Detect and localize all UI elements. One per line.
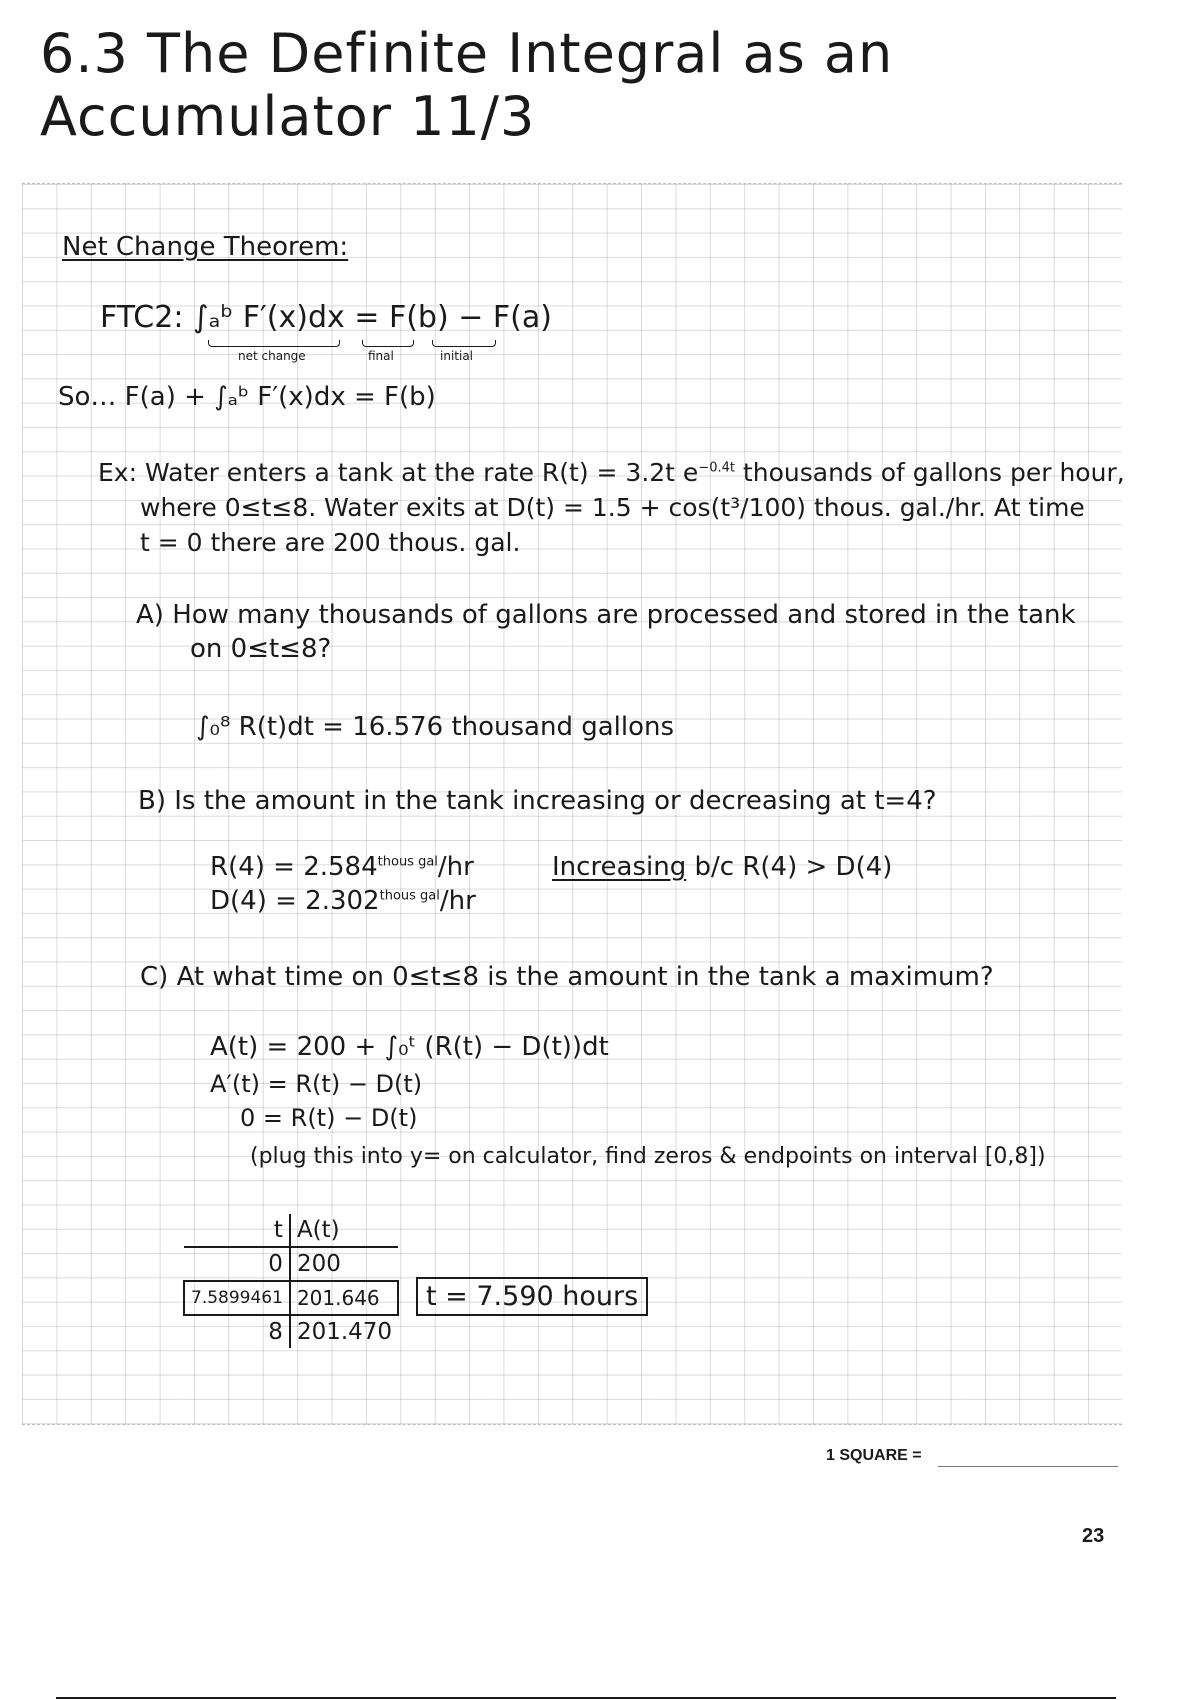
example-exponent: −0.4t xyxy=(698,460,735,476)
values-table xyxy=(183,1214,399,1348)
so-line: So… F(a) + ∫ₐᵇ F′(x)dx = F(b) xyxy=(58,382,436,412)
d-per: /hr xyxy=(439,886,476,916)
increasing-word: Increasing xyxy=(552,852,687,882)
conclusion-b xyxy=(552,852,892,882)
table-row xyxy=(184,1315,398,1348)
table-cell-a: 201.646 xyxy=(290,1281,398,1315)
d-of-4-value: D(4) = 2.302 xyxy=(210,886,380,916)
table-cell-t: 8 xyxy=(184,1315,290,1348)
question-b: B) Is the amount in the tank increasing or decreasing at t=4? xyxy=(138,786,937,816)
table-header-t: t xyxy=(184,1214,290,1247)
example-line-1-text: Ex: Water enters a tank at the rate R(t) = 3.2t e xyxy=(98,458,699,487)
r-of-4 xyxy=(210,852,474,882)
final-answer-box: t = 7.590 hours xyxy=(416,1277,648,1316)
initial-label: initial xyxy=(440,349,473,363)
ftc2-formula: FTC2: ∫ₐᵇ F′(x)dx = F(b) − F(a) xyxy=(100,300,552,335)
net-change-label: net change xyxy=(238,349,306,363)
answer-a: ∫₀⁸ R(t)dt = 16.576 thousand gallons xyxy=(196,712,675,742)
derivative-line: A′(t) = R(t) − D(t) xyxy=(210,1070,423,1098)
accumulation-function: A(t) = 200 + ∫₀ᵗ (R(t) − D(t))dt xyxy=(210,1032,609,1062)
question-c: C) At what time on 0≤t≤8 is the amount in the tank a maximum? xyxy=(140,962,994,992)
zero-equation: 0 = R(t) − D(t) xyxy=(240,1104,418,1132)
table-cell-a: 200 xyxy=(296,1251,341,1277)
r-unit: thous gal xyxy=(377,854,438,870)
net-change-heading: Net Change Theorem: xyxy=(62,232,349,262)
example-line-3: t = 0 there are 200 thous. gal. xyxy=(140,528,521,557)
square-scale-label: 1 SQUARE = xyxy=(826,1447,922,1464)
bottom-rule xyxy=(56,1697,1116,1699)
table-cell-a: 201.470 xyxy=(296,1319,393,1345)
final-brace xyxy=(362,340,414,347)
d-unit: thous gal xyxy=(379,888,440,904)
table-row-max xyxy=(184,1281,398,1315)
table-cell-t: 0 xyxy=(184,1247,290,1281)
page-title: 6.3 The Definite Integral as an Accumulator 11/3 xyxy=(40,22,894,148)
initial-brace xyxy=(432,340,496,347)
square-scale-blank xyxy=(938,1466,1118,1467)
page-number: 23 xyxy=(1082,1525,1105,1547)
example-line-1 xyxy=(98,458,1125,487)
table-header-row xyxy=(184,1214,398,1247)
net-change-brace xyxy=(208,340,340,347)
question-a-line-2: on 0≤t≤8? xyxy=(190,634,332,664)
question-a-line-1: A) How many thousands of gallons are processed and stored in the tank xyxy=(136,600,1076,630)
table-cell-t: 7.5899461 xyxy=(184,1281,290,1315)
d-of-4 xyxy=(210,886,476,916)
r-of-4-value: R(4) = 2.584 xyxy=(210,852,378,882)
table-header-a: A(t) xyxy=(290,1214,398,1247)
conclusion-reason: b/c R(4) > D(4) xyxy=(686,852,893,882)
final-label: final xyxy=(368,349,394,363)
r-per: /hr xyxy=(437,852,474,882)
example-line-1-tail: thousands of gallons per hour, xyxy=(734,458,1125,487)
example-line-2: where 0≤t≤8. Water exits at D(t) = 1.5 + cos(t³/100) thous. gal./hr. At time xyxy=(140,493,1085,522)
calculator-note: (plug this into y= on calculator, find zeros & endpoints on interval [0,8]) xyxy=(250,1144,1046,1169)
table-row xyxy=(184,1247,398,1281)
